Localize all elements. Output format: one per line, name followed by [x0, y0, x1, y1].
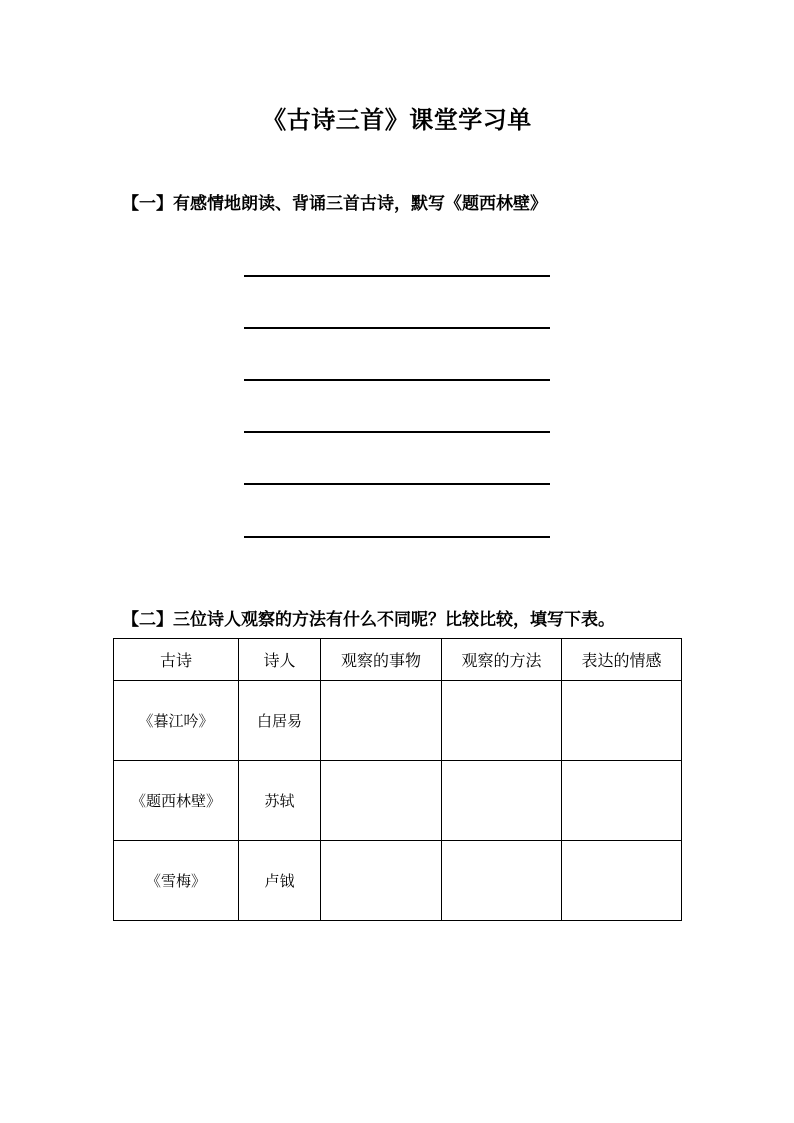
expressed-emotion-cell[interactable]: [562, 761, 682, 841]
table-row: [114, 841, 682, 921]
header-expressed-emotion: 表达的情感: [562, 639, 682, 681]
section-1-instruction: 【一】有感情地朗读、背诵三首古诗，默写《题西林壁》: [122, 194, 547, 214]
observation-method-cell[interactable]: [442, 681, 562, 761]
writing-line-1[interactable]: [244, 275, 550, 277]
writing-line-4[interactable]: [244, 431, 550, 433]
expressed-emotion-cell[interactable]: [562, 681, 682, 761]
table-header-row: [114, 639, 682, 681]
header-poem: 古诗: [114, 639, 239, 681]
writing-line-3[interactable]: [244, 379, 550, 381]
observation-method-cell[interactable]: [442, 841, 562, 921]
table-row: [114, 761, 682, 841]
poem-cell: 《题西林壁》: [114, 761, 239, 841]
header-poet: 诗人: [239, 639, 321, 681]
header-observation-method: 观察的方法: [442, 639, 562, 681]
expressed-emotion-cell[interactable]: [562, 841, 682, 921]
poet-cell: 苏轼: [239, 761, 321, 841]
observed-objects-cell[interactable]: [321, 841, 442, 921]
poet-cell: 白居易: [239, 681, 321, 761]
poem-cell: 《雪梅》: [114, 841, 239, 921]
observed-objects-cell[interactable]: [321, 761, 442, 841]
poem-cell: 《暮江吟》: [114, 681, 239, 761]
writing-line-5[interactable]: [244, 483, 550, 485]
section-2-instruction: 【二】三位诗人观察的方法有什么不同呢？比较比较，填写下表。: [122, 610, 615, 630]
page-title: 《古诗三首》课堂学习单: [262, 106, 532, 134]
table-row: [114, 681, 682, 761]
observation-method-cell[interactable]: [442, 761, 562, 841]
header-observed-objects: 观察的事物: [321, 639, 442, 681]
poet-cell: 卢钺: [239, 841, 321, 921]
observed-objects-cell[interactable]: [321, 681, 442, 761]
comparison-table: [113, 638, 682, 921]
writing-line-2[interactable]: [244, 327, 550, 329]
writing-line-6[interactable]: [244, 536, 550, 538]
